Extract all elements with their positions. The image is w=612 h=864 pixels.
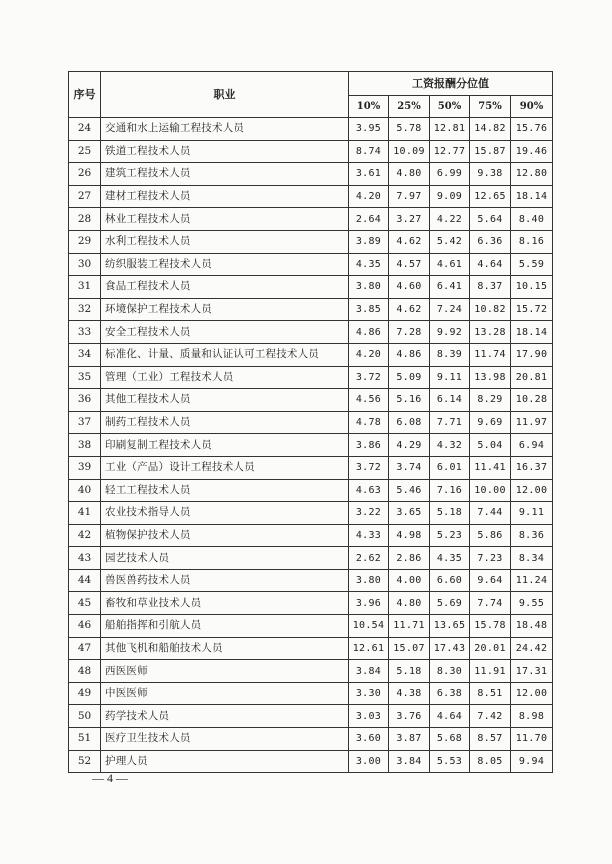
occupation-cell: 食品工程技术人员	[101, 276, 349, 299]
occupation-cell: 轻工工程技术人员	[101, 479, 349, 502]
percentile-value-cell: 8.16	[511, 230, 553, 253]
percentile-value-cell: 4.33	[349, 524, 389, 547]
table-row	[69, 615, 553, 638]
percentile-value-cell: 20.81	[511, 366, 553, 389]
percentile-value-cell: 15.07	[389, 637, 430, 660]
occupation-cell: 其他工程技术人员	[101, 389, 349, 412]
percentile-value-cell: 9.69	[470, 411, 511, 434]
percentile-value-cell: 4.62	[389, 230, 430, 253]
percentile-value-cell: 11.41	[470, 456, 511, 479]
percentile-value-cell: 4.38	[389, 682, 430, 705]
percentile-value-cell: 10.82	[470, 298, 511, 321]
percentile-value-cell: 8.51	[470, 682, 511, 705]
percentile-value-cell: 3.30	[349, 682, 389, 705]
percentile-value-cell: 4.35	[430, 547, 470, 570]
row-number: 52	[69, 750, 101, 773]
percentile-value-cell: 13.28	[470, 321, 511, 344]
row-number: 32	[69, 298, 101, 321]
percentile-value-cell: 3.84	[349, 660, 389, 683]
percentile-value-cell: 18.48	[511, 615, 553, 638]
percentile-value-cell: 10.09	[389, 140, 430, 163]
percentile-value-cell: 9.38	[470, 163, 511, 186]
occupation-cell: 药学技术人员	[101, 705, 349, 728]
row-number: 45	[69, 592, 101, 615]
percentile-value-cell: 11.24	[511, 569, 553, 592]
table-row	[69, 298, 553, 321]
percentile-value-cell: 4.29	[389, 434, 430, 457]
percentile-value-cell: 15.72	[511, 298, 553, 321]
percentile-value-cell: 3.61	[349, 163, 389, 186]
percentile-value-cell: 7.23	[470, 547, 511, 570]
percentile-value-cell: 15.76	[511, 118, 553, 141]
table-row	[69, 321, 553, 344]
row-number: 48	[69, 660, 101, 683]
percentile-value-cell: 10.28	[511, 389, 553, 412]
percentile-value-cell: 8.39	[430, 343, 470, 366]
percentile-value-cell: 5.59	[511, 253, 553, 276]
occupation-cell: 管理（工业）工程技术人员	[101, 366, 349, 389]
percentile-value-cell: 8.30	[430, 660, 470, 683]
occupation-cell: 交通和水上运输工程技术人员	[101, 118, 349, 141]
percentile-value-cell: 3.85	[349, 298, 389, 321]
percentile-value-cell: 4.60	[389, 276, 430, 299]
percentile-value-cell: 11.91	[470, 660, 511, 683]
header-p90: 90%	[511, 96, 553, 118]
row-number: 46	[69, 615, 101, 638]
table-row	[69, 728, 553, 751]
row-number: 43	[69, 547, 101, 570]
row-number: 24	[69, 118, 101, 141]
row-number: 39	[69, 456, 101, 479]
row-number: 28	[69, 208, 101, 231]
percentile-value-cell: 4.64	[430, 705, 470, 728]
percentile-value-cell: 8.05	[470, 750, 511, 773]
percentile-value-cell: 11.97	[511, 411, 553, 434]
occupation-cell: 船舶指挥和引航人员	[101, 615, 349, 638]
occupation-cell: 工业（产品）设计工程技术人员	[101, 456, 349, 479]
table-row	[69, 456, 553, 479]
row-number: 36	[69, 389, 101, 412]
percentile-value-cell: 5.68	[430, 728, 470, 751]
percentile-value-cell: 5.64	[470, 208, 511, 231]
row-number: 30	[69, 253, 101, 276]
percentile-value-cell: 9.11	[511, 502, 553, 525]
occupation-cell: 中医医师	[101, 682, 349, 705]
occupation-cell: 水利工程技术人员	[101, 230, 349, 253]
occupation-cell: 植物保护技术人员	[101, 524, 349, 547]
table-row	[69, 276, 553, 299]
percentile-value-cell: 4.80	[389, 592, 430, 615]
percentile-value-cell: 9.09	[430, 185, 470, 208]
percentile-value-cell: 5.86	[470, 524, 511, 547]
percentile-value-cell: 3.65	[389, 502, 430, 525]
page-number: — 4 —	[92, 771, 128, 785]
table-row	[69, 750, 553, 773]
percentile-value-cell: 6.38	[430, 682, 470, 705]
percentile-value-cell: 9.64	[470, 569, 511, 592]
row-number: 44	[69, 569, 101, 592]
percentile-value-cell: 3.89	[349, 230, 389, 253]
percentile-value-cell: 3.86	[349, 434, 389, 457]
row-number: 49	[69, 682, 101, 705]
percentile-value-cell: 7.28	[389, 321, 430, 344]
percentile-value-cell: 12.00	[511, 479, 553, 502]
percentile-value-cell: 7.97	[389, 185, 430, 208]
percentile-value-cell: 5.42	[430, 230, 470, 253]
header-wage-percentiles: 工资报酬分位值	[349, 72, 553, 96]
occupation-cell: 畜牧和草业技术人员	[101, 592, 349, 615]
percentile-value-cell: 20.01	[470, 637, 511, 660]
percentile-value-cell: 5.18	[430, 502, 470, 525]
occupation-cell: 环境保护工程技术人员	[101, 298, 349, 321]
table-row	[69, 705, 553, 728]
percentile-value-cell: 9.94	[511, 750, 553, 773]
occupation-cell: 其他飞机和船舶技术人员	[101, 637, 349, 660]
percentile-value-cell: 8.98	[511, 705, 553, 728]
percentile-value-cell: 2.64	[349, 208, 389, 231]
header-p75: 75%	[470, 96, 511, 118]
percentile-value-cell: 17.31	[511, 660, 553, 683]
percentile-value-cell: 4.20	[349, 185, 389, 208]
table-row	[69, 411, 553, 434]
percentile-value-cell: 7.16	[430, 479, 470, 502]
percentile-value-cell: 6.41	[430, 276, 470, 299]
percentile-value-cell: 5.18	[389, 660, 430, 683]
occupation-cell: 西医医师	[101, 660, 349, 683]
table-row	[69, 434, 553, 457]
percentile-value-cell: 10.54	[349, 615, 389, 638]
percentile-value-cell: 6.99	[430, 163, 470, 186]
percentile-value-cell: 5.53	[430, 750, 470, 773]
percentile-value-cell: 8.57	[470, 728, 511, 751]
percentile-value-cell: 4.00	[389, 569, 430, 592]
percentile-value-cell: 8.74	[349, 140, 389, 163]
row-number: 34	[69, 343, 101, 366]
table-row	[69, 185, 553, 208]
percentile-value-cell: 7.42	[470, 705, 511, 728]
row-number: 38	[69, 434, 101, 457]
percentile-value-cell: 3.74	[389, 456, 430, 479]
row-number: 42	[69, 524, 101, 547]
percentile-value-cell: 4.98	[389, 524, 430, 547]
percentile-value-cell: 3.03	[349, 705, 389, 728]
table-row	[69, 660, 553, 683]
header-seq: 序号	[69, 72, 101, 118]
table-row	[69, 230, 553, 253]
percentile-value-cell: 12.65	[470, 185, 511, 208]
table-row	[69, 682, 553, 705]
row-number: 35	[69, 366, 101, 389]
header-p50: 50%	[430, 96, 470, 118]
percentile-value-cell: 10.15	[511, 276, 553, 299]
percentile-value-cell: 6.36	[470, 230, 511, 253]
table-row	[69, 547, 553, 570]
row-number: 47	[69, 637, 101, 660]
percentile-value-cell: 4.22	[430, 208, 470, 231]
table-row	[69, 208, 553, 231]
percentile-value-cell: 6.94	[511, 434, 553, 457]
row-number: 27	[69, 185, 101, 208]
percentile-value-cell: 14.82	[470, 118, 511, 141]
percentile-value-cell: 4.64	[470, 253, 511, 276]
percentile-value-cell: 3.27	[389, 208, 430, 231]
table-row	[69, 366, 553, 389]
percentile-value-cell: 3.95	[349, 118, 389, 141]
occupation-cell: 建筑工程技术人员	[101, 163, 349, 186]
percentile-value-cell: 8.36	[511, 524, 553, 547]
percentile-value-cell: 3.72	[349, 456, 389, 479]
percentile-value-cell: 10.00	[470, 479, 511, 502]
percentile-value-cell: 15.78	[470, 615, 511, 638]
header-p25: 25%	[389, 96, 430, 118]
percentile-value-cell: 5.46	[389, 479, 430, 502]
occupation-cell: 纺织服装工程技术人员	[101, 253, 349, 276]
occupation-cell: 标准化、计量、质量和认证认可工程技术人员	[101, 343, 349, 366]
percentile-value-cell: 5.69	[430, 592, 470, 615]
table-row	[69, 569, 553, 592]
percentile-value-cell: 18.14	[511, 185, 553, 208]
table-row	[69, 140, 553, 163]
percentile-value-cell: 3.76	[389, 705, 430, 728]
percentile-value-cell: 3.22	[349, 502, 389, 525]
percentile-value-cell: 9.11	[430, 366, 470, 389]
occupation-cell: 制药工程技术人员	[101, 411, 349, 434]
percentile-value-cell: 4.35	[349, 253, 389, 276]
percentile-value-cell: 3.84	[389, 750, 430, 773]
row-number: 29	[69, 230, 101, 253]
table-row	[69, 637, 553, 660]
occupation-cell: 铁道工程技术人员	[101, 140, 349, 163]
percentile-value-cell: 5.16	[389, 389, 430, 412]
percentile-value-cell: 4.57	[389, 253, 430, 276]
table-row	[69, 163, 553, 186]
row-number: 51	[69, 728, 101, 751]
percentile-value-cell: 15.87	[470, 140, 511, 163]
percentile-value-cell: 8.34	[511, 547, 553, 570]
percentile-value-cell: 6.60	[430, 569, 470, 592]
occupation-cell: 园艺技术人员	[101, 547, 349, 570]
percentile-value-cell: 4.62	[389, 298, 430, 321]
percentile-value-cell: 4.80	[389, 163, 430, 186]
table-row	[69, 502, 553, 525]
percentile-value-cell: 3.60	[349, 728, 389, 751]
percentile-value-cell: 6.14	[430, 389, 470, 412]
table-row	[69, 253, 553, 276]
row-number: 25	[69, 140, 101, 163]
occupation-cell: 安全工程技术人员	[101, 321, 349, 344]
percentile-value-cell: 12.00	[511, 682, 553, 705]
percentile-value-cell: 11.71	[389, 615, 430, 638]
percentile-value-cell: 13.65	[430, 615, 470, 638]
header-occupation: 职业	[101, 72, 349, 118]
percentile-value-cell: 8.40	[511, 208, 553, 231]
percentile-value-cell: 9.92	[430, 321, 470, 344]
row-number: 41	[69, 502, 101, 525]
table-row	[69, 118, 553, 141]
wage-percentile-table	[68, 71, 553, 773]
percentile-value-cell: 17.90	[511, 343, 553, 366]
percentile-value-cell: 7.71	[430, 411, 470, 434]
percentile-value-cell: 17.43	[430, 637, 470, 660]
percentile-value-cell: 4.78	[349, 411, 389, 434]
percentile-value-cell: 5.04	[470, 434, 511, 457]
percentile-value-cell: 18.14	[511, 321, 553, 344]
percentile-value-cell: 5.09	[389, 366, 430, 389]
percentile-value-cell: 4.32	[430, 434, 470, 457]
percentile-value-cell: 3.00	[349, 750, 389, 773]
percentile-value-cell: 4.20	[349, 343, 389, 366]
percentile-value-cell: 7.44	[470, 502, 511, 525]
percentile-value-cell: 3.80	[349, 276, 389, 299]
row-number: 31	[69, 276, 101, 299]
header-p10: 10%	[349, 96, 389, 118]
percentile-value-cell: 8.37	[470, 276, 511, 299]
occupation-cell: 印刷复制工程技术人员	[101, 434, 349, 457]
table-body	[69, 118, 553, 773]
percentile-value-cell: 6.08	[389, 411, 430, 434]
percentile-value-cell: 16.37	[511, 456, 553, 479]
occupation-cell: 林业工程技术人员	[101, 208, 349, 231]
percentile-value-cell: 6.01	[430, 456, 470, 479]
percentile-value-cell: 12.61	[349, 637, 389, 660]
table-row	[69, 479, 553, 502]
occupation-cell: 兽医兽药技术人员	[101, 569, 349, 592]
percentile-value-cell: 5.78	[389, 118, 430, 141]
percentile-value-cell: 5.23	[430, 524, 470, 547]
percentile-value-cell: 3.96	[349, 592, 389, 615]
percentile-value-cell: 4.56	[349, 389, 389, 412]
row-number: 26	[69, 163, 101, 186]
percentile-value-cell: 7.74	[470, 592, 511, 615]
table-row	[69, 592, 553, 615]
percentile-value-cell: 4.63	[349, 479, 389, 502]
table-row	[69, 343, 553, 366]
percentile-value-cell: 9.55	[511, 592, 553, 615]
percentile-value-cell: 4.86	[389, 343, 430, 366]
occupation-cell: 医疗卫生技术人员	[101, 728, 349, 751]
percentile-value-cell: 8.29	[470, 389, 511, 412]
percentile-value-cell: 2.86	[389, 547, 430, 570]
percentile-value-cell: 13.98	[470, 366, 511, 389]
table-row	[69, 524, 553, 547]
occupation-cell: 农业技术指导人员	[101, 502, 349, 525]
percentile-value-cell: 11.74	[470, 343, 511, 366]
percentile-value-cell: 3.80	[349, 569, 389, 592]
table-row	[69, 389, 553, 412]
percentile-value-cell: 11.70	[511, 728, 553, 751]
percentile-value-cell: 4.61	[430, 253, 470, 276]
percentile-value-cell: 7.24	[430, 298, 470, 321]
percentile-value-cell: 2.62	[349, 547, 389, 570]
percentile-value-cell: 24.42	[511, 637, 553, 660]
percentile-value-cell: 3.87	[389, 728, 430, 751]
row-number: 50	[69, 705, 101, 728]
occupation-cell: 建材工程技术人员	[101, 185, 349, 208]
percentile-value-cell: 3.72	[349, 366, 389, 389]
occupation-cell: 护理人员	[101, 750, 349, 773]
percentile-value-cell: 12.81	[430, 118, 470, 141]
percentile-value-cell: 12.77	[430, 140, 470, 163]
row-number: 37	[69, 411, 101, 434]
percentile-value-cell: 4.86	[349, 321, 389, 344]
row-number: 40	[69, 479, 101, 502]
percentile-value-cell: 19.46	[511, 140, 553, 163]
percentile-value-cell: 12.80	[511, 163, 553, 186]
row-number: 33	[69, 321, 101, 344]
